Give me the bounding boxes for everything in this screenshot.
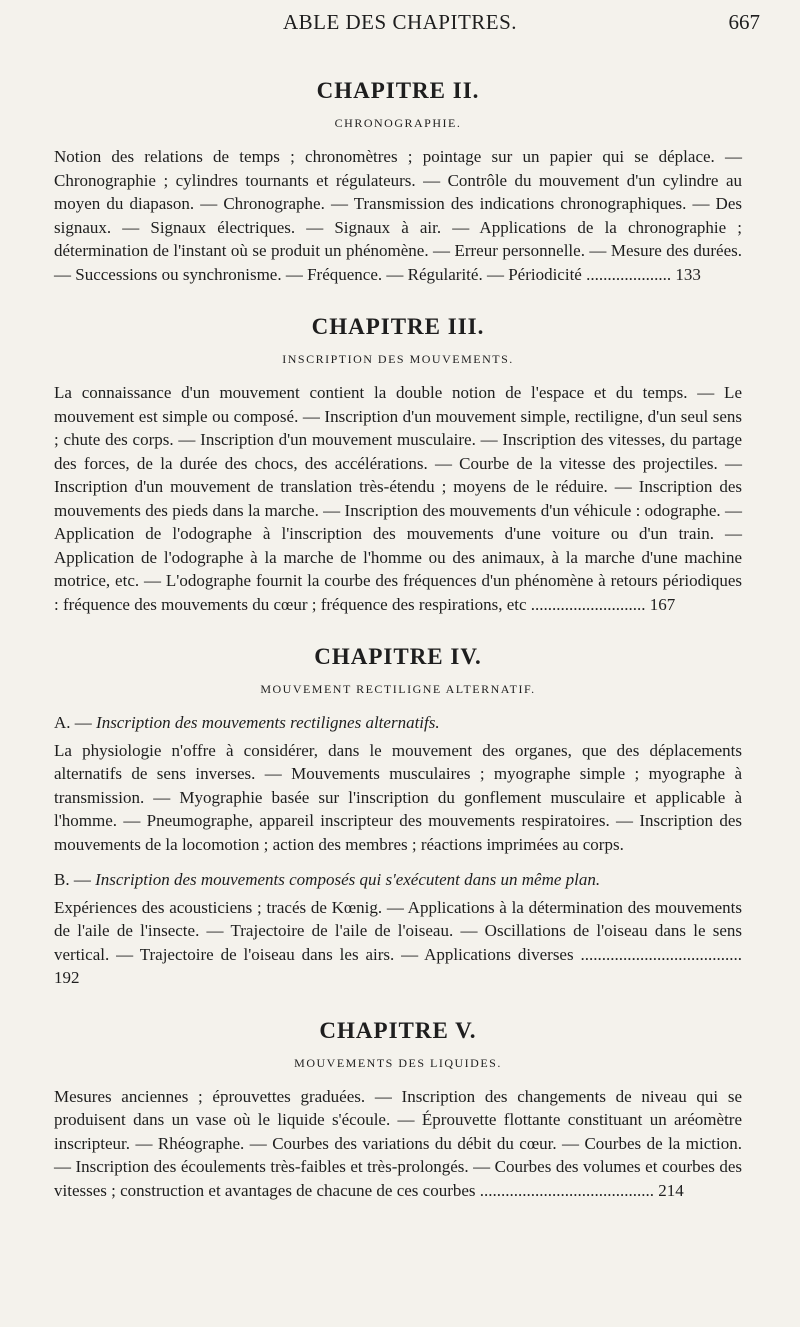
section-b-summary-text: Expériences des acousticiens ; tracés de Kœnig. — Applications à la détermination des mouvements de l'aile de l'insecte. — Trajectoire de l'aile de l'oiseau. — Oscillations de l'oiseau dans le sens vertical. — Trajectoire de l'oiseau dans les airs. — Applications diverses — [54, 897, 742, 964]
chapter-2-summary-text: Notion des relations de temps ; chronomètres ; pointage sur un papier qui se déplace. — Chronographie ; cylindres tournants et régulateurs. — Contrôle du mouvement d'un cylindre au moyen du diapason. — Chronographe. — Transmission des indications chronographiques. — Des signaux. — Signaux électriques. — Signaux à air. — Applications de la chronographie ; détermination de l'instant où se produit un phénomène. — Erreur personnelle. — Mesure des durées. — Successions ou synchronisme. — Fréquence. — Régularité. — Périodicité — [54, 147, 742, 284]
chapter-3-page: 167 — [649, 594, 676, 614]
chapter-3-summary — [54, 381, 742, 616]
chapter-4 — [54, 644, 742, 990]
running-head — [0, 10, 800, 40]
leader-dots: ......................................... — [475, 1180, 659, 1200]
section-b-heading — [54, 868, 742, 892]
chapter-2-summary — [54, 145, 742, 286]
leader-dots: ...................................... — [573, 944, 742, 964]
chapter-2 — [54, 78, 742, 286]
chapter-2-subtitle: CHRONOGRAPHIE. — [334, 116, 462, 130]
chapter-4-title: CHAPITRE IV. — [314, 644, 482, 669]
chapter-3-subtitle: INSCRIPTION DES MOUVEMENTS. — [282, 352, 514, 366]
chapter-5-summary — [54, 1085, 742, 1203]
chapter-3 — [54, 314, 742, 616]
leader-dots: .................... — [581, 264, 676, 284]
chapter-5 — [54, 1018, 742, 1203]
chapter-5-summary-text: Mesures anciennes ; éprouvettes graduées. — Inscription des changements de niveau qui se produisent dans un vase où le liquide s'écoule. — Éprouvette flottante constituant un aréomètre inscripteur. — Rhéographe. — Courbes des variations du débit du cœur. — Courbes de la miction. — Inscription des écoulements très-faibles et très-prolongés. — Courbes des volumes et courbes des vitesses ; construction et avantages de chacune de ces courbes — [54, 1086, 742, 1200]
section-a-summary: La physiologie n'offre à considérer, dans le mouvement des organes, que des déplacements alternatifs de sens inverses. — Mouvements musculaires ; myographe simple ; myographe à transmission. — Myographie basée sur l'inscription du gonflement musculaire et applicable à l'homme. — Pneumographe, appareil inscripteur des mouvements respiratoires. — Inscription des mouvements de la locomotion ; action des membres ; réactions imprimées au corps. — [54, 740, 742, 854]
leader-dots: ........................... — [526, 594, 650, 614]
section-a-heading — [54, 711, 742, 735]
chapter-5-page: 214 — [658, 1180, 684, 1200]
chapter-3-title: CHAPITRE III. — [311, 314, 485, 339]
chapter-4-subtitle: MOUVEMENT RECTILIGNE ALTERNATIF. — [260, 682, 536, 696]
chapter-3-summary-text: La connaissance d'un mouvement contient la double notion de l'espace et du temps. — Le mouvement est simple ou composé. — Inscription d'un mouvement simple, rectiligne, d'un seul sens ; chute des corps. — Inscription d'un mouvement musculaire. — Inscription des vitesses, du partage des forces, de la durée des chocs, des accélérations. — Courbe de la vitesse des projectiles. — Inscription d'un mouvement de translation très-étendu ; moyens de le réduire. — Inscription des mouvements des pieds dans la marche. — Inscription des mouvements d'un véhicule : odographe. — Application de l'odographe à l'inscription des mouvements d'une voiture ou d'un train. — Application de l'odographe à la marche de l'homme ou des animaux, à la marche d'une machine motrice, etc. — L'odographe fournit la courbe des fréquences d'un phénomène à retours périodiques : fréquence des mouvements du cœur ; fréquence des respirations, etc — [54, 383, 742, 614]
running-head-title: ABLE DES CHAPITRES. — [282, 10, 518, 34]
section-a-label: A. — — [54, 713, 92, 732]
chapter-4-page: 192 — [54, 968, 80, 987]
chapter-2-page: 133 — [675, 264, 701, 284]
page-number: 667 — [728, 10, 760, 34]
section-b-title: Inscription des mouvements composés qui s'exécutent dans un même plan. — [95, 870, 601, 889]
chapter-2-title: CHAPITRE II. — [316, 78, 480, 103]
section-b-summary — [54, 896, 742, 990]
chapter-5-title: CHAPITRE V. — [319, 1017, 477, 1043]
section-a-title: Inscription des mouvements rectilignes alternatifs. — [96, 713, 440, 732]
chapter-5-subtitle: MOUVEMENTS DES LIQUIDES. — [294, 1055, 502, 1070]
section-b-label: B. — — [54, 870, 91, 889]
table-of-contents — [54, 78, 742, 1202]
